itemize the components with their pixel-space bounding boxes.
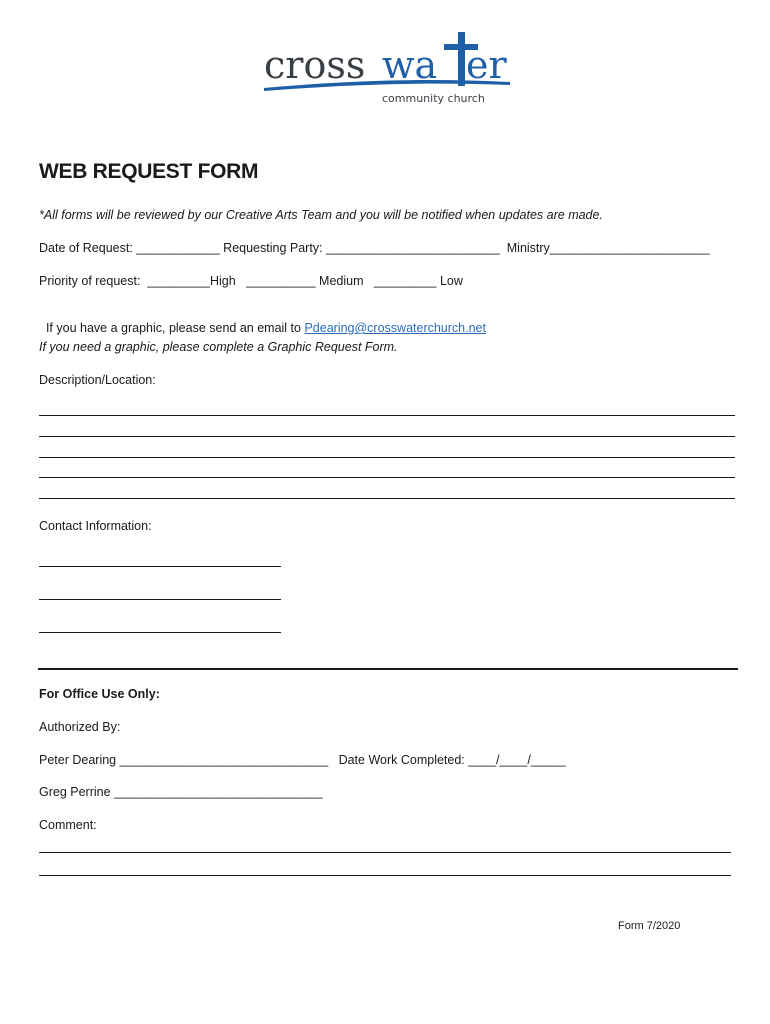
logo-tagline: community church <box>382 92 485 105</box>
contact-blank-line[interactable] <box>39 632 281 633</box>
greg-perrine-line[interactable]: Greg Perrine ______________________________ <box>39 785 323 799</box>
review-notice: *All forms will be reviewed by our Creative Arts Team and you will be notified when updates are made. <box>39 208 603 222</box>
contact-label: Contact Information: <box>39 519 152 533</box>
priority-line[interactable]: Priority of request: _________High __________ Medium _________ Low <box>39 274 463 288</box>
description-blank-line[interactable] <box>39 457 735 458</box>
description-blank-line[interactable] <box>39 498 735 499</box>
email-link[interactable]: Pdearing@crosswaterchurch.net <box>304 321 486 335</box>
authorized-by-label: Authorized By: <box>39 720 121 734</box>
logo-text-wa: wa <box>382 43 438 87</box>
logo-text-er: er <box>466 43 507 87</box>
description-blank-line[interactable] <box>39 436 735 437</box>
description-blank-line[interactable] <box>39 415 735 416</box>
graphic-request-note: If you need a graphic, please complete a Graphic Request Form. <box>39 340 398 354</box>
contact-blank-line[interactable] <box>39 566 281 567</box>
logo-graphic <box>262 28 518 108</box>
date-request-line[interactable]: Date of Request: ____________ Requesting Party: _________________________ Ministry_______________________ <box>39 241 710 255</box>
comment-blank-line[interactable] <box>39 852 731 853</box>
logo-cross-vertical <box>458 32 465 86</box>
comment-blank-line[interactable] <box>39 875 731 876</box>
church-logo <box>262 28 518 108</box>
graphic-email-line <box>39 307 486 335</box>
comment-label: Comment: <box>39 818 97 832</box>
description-label: Description/Location: <box>39 373 156 387</box>
form-title: WEB REQUEST FORM <box>39 160 259 183</box>
section-divider <box>38 668 738 670</box>
peter-dearing-line[interactable]: Peter Dearing ______________________________ Date Work Completed: ____/____/_____ <box>39 753 566 767</box>
office-use-heading: For Office Use Only: <box>39 687 160 701</box>
form-id-footer: Form 7/2020 <box>618 920 681 932</box>
description-blank-line[interactable] <box>39 477 735 478</box>
graphic-email-text: If you have a graphic, please send an email to <box>45 321 305 335</box>
logo-text-cross: cross <box>264 43 366 87</box>
contact-blank-line[interactable] <box>39 599 281 600</box>
